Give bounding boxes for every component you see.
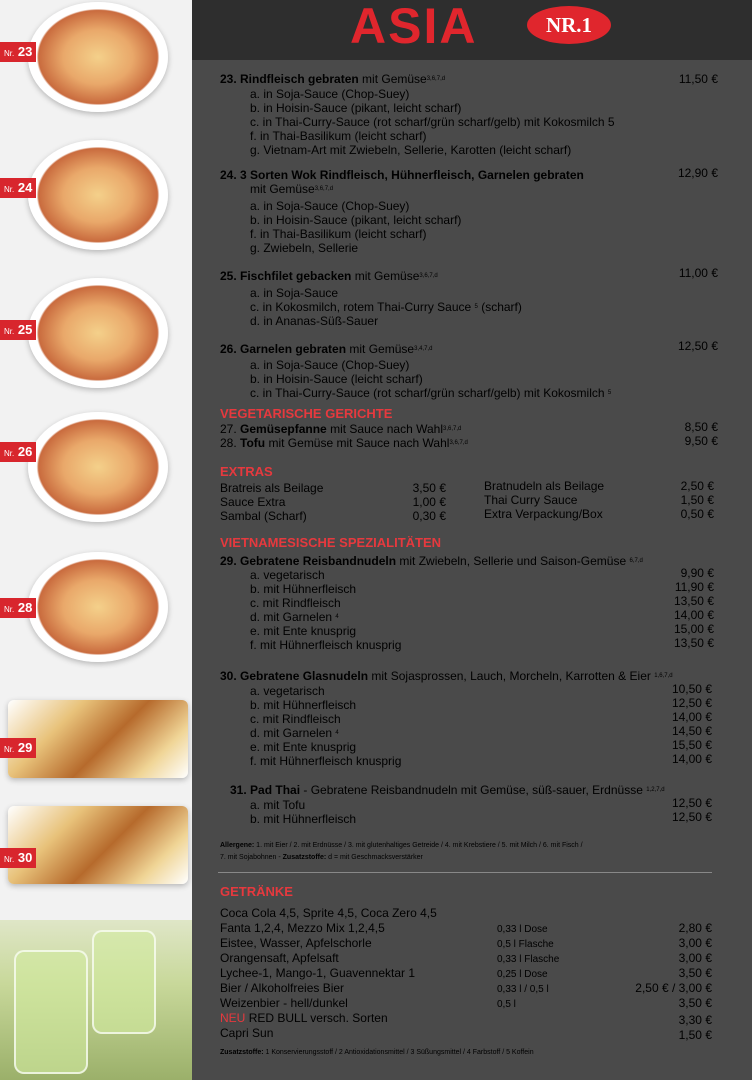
drink-price: 3,50 € xyxy=(678,996,712,1010)
dish-30-price: 14,00 € xyxy=(671,710,712,724)
dish-31-option: a. mit Tofu xyxy=(250,798,306,812)
drink-item: Lychee-1, Mango-1, Guavennektar 1 xyxy=(220,966,416,980)
dish-24-title: 24. 3 Sorten Wok Rindfleisch, Hühnerfleisch, Garnelen gebraten xyxy=(220,168,584,182)
dish-30-option: a. vegetarisch xyxy=(250,684,325,698)
dish-29-option: f. mit Hühnerfleisch knusprig xyxy=(250,638,402,652)
dish-29-option: c. mit Rindfleisch xyxy=(250,596,341,610)
dish-29-option: b. mit Hühnerfleisch xyxy=(250,582,357,596)
dish-31-price: 12,50 € xyxy=(671,810,712,824)
section-vegetarian: VEGETARISCHE GERICHTE xyxy=(220,406,393,421)
drink-price: 3,00 € xyxy=(678,951,712,965)
glass-icon xyxy=(14,950,88,1074)
drink-volume: 0,33 l / 0,5 l xyxy=(497,984,549,995)
veg-price: 9,50 € xyxy=(684,434,718,448)
drink-price: 2,50 € / 3,00 € xyxy=(635,981,712,995)
dish-26-price: 12,50 € xyxy=(677,339,718,353)
photo-column xyxy=(0,0,192,1080)
dish-30-price: 15,50 € xyxy=(671,738,712,752)
nr-tag-26: Nr. 26 xyxy=(0,442,36,462)
drinks-photo xyxy=(0,920,192,1080)
dish-26-option: a. in Soja-Sauce (Chop-Suey) xyxy=(250,358,410,372)
dish-30-option: d. mit Garnelen $^4$ xyxy=(250,726,339,740)
drink-volume: 0,25 l Dose xyxy=(497,969,548,980)
drink-item: Eistee, Wasser, Apfelschorle xyxy=(220,936,372,950)
dish-30-option: f. mit Hühnerfleisch knusprig xyxy=(250,754,402,768)
dish-29-price: 9,90 € xyxy=(680,566,714,580)
drink-item: Orangensaft, Apfelsaft xyxy=(220,951,339,965)
section-extras: EXTRAS xyxy=(220,464,273,479)
drink-item: Coca Cola 4,5, Sprite 4,5, Coca Zero 4,5 xyxy=(220,906,437,920)
drink-item: Weizenbier - hell/dunkel xyxy=(220,996,348,1010)
dish-30-title: 30. Gebratene Glasnudeln mit Sojasprossen, Lauch, Morcheln, Karrotten & Eier $^{1,6,7,d}$ xyxy=(220,669,673,683)
dish-25-option: c. in Kokosmilch, rotem Thai-Curry Sauce $^5$ (scharf) xyxy=(250,300,522,314)
nr-tag-29: Nr. 29 xyxy=(0,738,36,758)
extra-item: Extra Verpackung/Box xyxy=(484,507,603,521)
dish-23-option: f. in Thai-Basilikum (leicht scharf) xyxy=(250,129,427,143)
drink-volume: 0,33 l Dose xyxy=(497,924,548,935)
dish-photo-28 xyxy=(28,552,168,662)
drink-price: 2,80 € xyxy=(678,921,712,935)
dish-25-option: d. in Ananas-Süß-Sauer xyxy=(250,314,379,328)
drink-price: 3,30 € xyxy=(678,1013,712,1027)
drink-item: NEU RED BULL versch. Sorten xyxy=(220,1011,388,1025)
brand-badge: NR.1 xyxy=(527,6,611,44)
drink-volume: 0,5 l Flasche xyxy=(497,939,554,950)
dish-29-price: 11,90 € xyxy=(674,580,714,594)
dish-26-option: c. in Thai-Curry-Sauce (rot scharf/grün scharf/gelb) mit Kokosmilch $^5$ xyxy=(250,386,612,400)
drink-item: Fanta 1,2,4, Mezzo Mix 1,2,4,5 xyxy=(220,921,385,935)
dish-26-option: b. in Hoisin-Sauce (leicht scharf) xyxy=(250,372,423,386)
dish-29-title: 29. Gebratene Reisbandnudeln mit Zwiebeln, Sellerie und Saison-Gemüse $^{6,7,d}$ xyxy=(220,554,643,568)
extra-item: Thai Curry Sauce xyxy=(484,493,578,507)
dish-photo-25 xyxy=(28,278,168,388)
extra-item: Sambal (Scharf) xyxy=(220,509,307,523)
dish-30-option: b. mit Hühnerfleisch xyxy=(250,698,357,712)
brand-logo: ASIA xyxy=(350,0,478,54)
dish-30-option: c. mit Rindfleisch xyxy=(250,712,341,726)
extra-price: 0,50 € xyxy=(680,507,714,521)
drink-price: 3,00 € xyxy=(678,936,712,950)
dish-24-option: f. in Thai-Basilikum (leicht scharf) xyxy=(250,227,427,241)
dish-29-price: 15,00 € xyxy=(673,622,714,636)
dish-30-price: 10,50 € xyxy=(671,682,712,696)
extra-price: 1,00 € xyxy=(412,495,446,509)
drink-volume: 0,33 l Flasche xyxy=(497,954,560,965)
dish-23-title: 23. Rindfleisch gebraten mit Gemüse$^{3,6,7,d}$ xyxy=(220,72,446,86)
dish-24-price: 12,90 € xyxy=(677,166,718,180)
veg-price: 8,50 € xyxy=(684,420,718,434)
dish-23-option: c. in Thai-Curry-Sauce (rot scharf/grün scharf/gelb) mit Kokosmilch 5 xyxy=(250,115,615,129)
extra-item: Sauce Extra xyxy=(220,495,286,509)
dish-30-price: 12,50 € xyxy=(671,696,712,710)
dish-24-option: a. in Soja-Sauce (Chop-Suey) xyxy=(250,199,410,213)
dish-25-title: 25. Fischfilet gebacken mit Gemüse$^{3,6,7,d}$ xyxy=(220,269,438,283)
dish-29-option: a. vegetarisch xyxy=(250,568,325,582)
glass-icon xyxy=(92,930,156,1034)
dish-photo-26 xyxy=(28,412,168,522)
dish-25-price: 11,00 € xyxy=(678,266,718,280)
dish-25-option: a. in Soja-Sauce xyxy=(250,286,339,300)
veg-row: 27. Gemüsepfanne mit Sauce nach Wahl$^{3,6,7,d}$ xyxy=(220,422,462,436)
drink-item: Bier / Alkoholfreies Bier xyxy=(220,981,345,995)
allergen-note: 7. mit Sojabohnen - Zusatzstoffe: d = mit Geschmacksverstärker xyxy=(220,854,423,861)
drink-price: 1,50 € xyxy=(678,1028,712,1042)
extra-price: 3,50 € xyxy=(412,481,446,495)
dish-30-option: e. mit Ente knusprig xyxy=(250,740,357,754)
extra-price: 2,50 € xyxy=(680,479,714,493)
dish-photo-24 xyxy=(28,140,168,250)
section-drinks: GETRÄNKE xyxy=(220,884,293,899)
dish-24-option: g. Zwiebeln, Sellerie xyxy=(250,241,359,255)
nr-tag-28: Nr. 28 xyxy=(0,598,36,618)
dish-23-option: b. in Hoisin-Sauce (pikant, leicht scharf) xyxy=(250,101,462,115)
dish-23-option: a. in Soja-Sauce (Chop-Suey) xyxy=(250,87,410,101)
dish-26-title: 26. Garnelen gebraten mit Gemüse$^{3,4,7,d}$ xyxy=(220,342,433,356)
dish-photo-30 xyxy=(8,806,188,884)
dish-photo-23 xyxy=(28,2,168,112)
dish-31-price: 12,50 € xyxy=(671,796,712,810)
drink-volume: 0,5 l xyxy=(497,999,516,1010)
dish-29-price: 13,50 € xyxy=(673,594,714,608)
section-vietnamese: VIETNAMESISCHE SPEZIALITÄTEN xyxy=(220,535,442,550)
additives-note: Zusatzstoffe: 1 Konservierungsstoff / 2 Antioxidationsmittel / 3 Süßungsmittel / 4 Farbstoff / 5 Koffein xyxy=(220,1049,534,1056)
dish-29-price: 13,50 € xyxy=(673,636,714,650)
nr-tag-30: Nr. 30 xyxy=(0,848,36,868)
veg-row: 28. Tofu mit Gemüse mit Sauce nach Wahl$^{3,6,7,d}$ xyxy=(220,436,468,450)
extra-item: Bratreis als Beilage xyxy=(220,481,324,495)
extra-item: Bratnudeln als Beilage xyxy=(484,479,605,493)
allergen-note: Allergene: 1. mit Eier / 2. mit Erdnüsse / 3. mit glutenhaltiges Getreide / 4. mit Krebstiere / 5. mit Milch / 6. mit Fisch / xyxy=(220,842,583,849)
dish-30-price: 14,50 € xyxy=(671,724,712,738)
dish-31-option: b. mit Hühnerfleisch xyxy=(250,812,357,826)
nr-tag-24: Nr. 24 xyxy=(0,178,36,198)
divider xyxy=(218,872,712,873)
new-badge: NEU xyxy=(220,1011,246,1025)
dish-29-option: e. mit Ente knusprig xyxy=(250,624,357,638)
dish-30-price: 14,00 € xyxy=(671,752,712,766)
drink-item: Capri Sun xyxy=(220,1026,274,1040)
extra-price: 0,30 € xyxy=(412,509,446,523)
nr-tag-23: Nr. 23 xyxy=(0,42,36,62)
dish-23-price: 11,50 € xyxy=(678,72,718,86)
drink-price: 3,50 € xyxy=(678,966,712,980)
dish-24-subtitle: mit Gemüse$^{3,6,7,d}$ xyxy=(250,182,334,196)
dish-23-option: g. Vietnam-Art mit Zwiebeln, Sellerie, Karotten (leicht scharf) xyxy=(250,143,572,157)
extra-price: 1,50 € xyxy=(680,493,714,507)
dish-24-option: b. in Hoisin-Sauce (pikant, leicht scharf) xyxy=(250,213,462,227)
dish-29-price: 14,00 € xyxy=(673,608,714,622)
dish-31-title: 31. Pad Thai - Gebratene Reisbandnudeln mit Gemüse, süß-sauer, Erdnüsse $^{1,2,7,d}$ xyxy=(230,783,665,797)
nr-tag-25: Nr. 25 xyxy=(0,320,36,340)
dish-29-option: d. mit Garnelen $^4$ xyxy=(250,610,339,624)
